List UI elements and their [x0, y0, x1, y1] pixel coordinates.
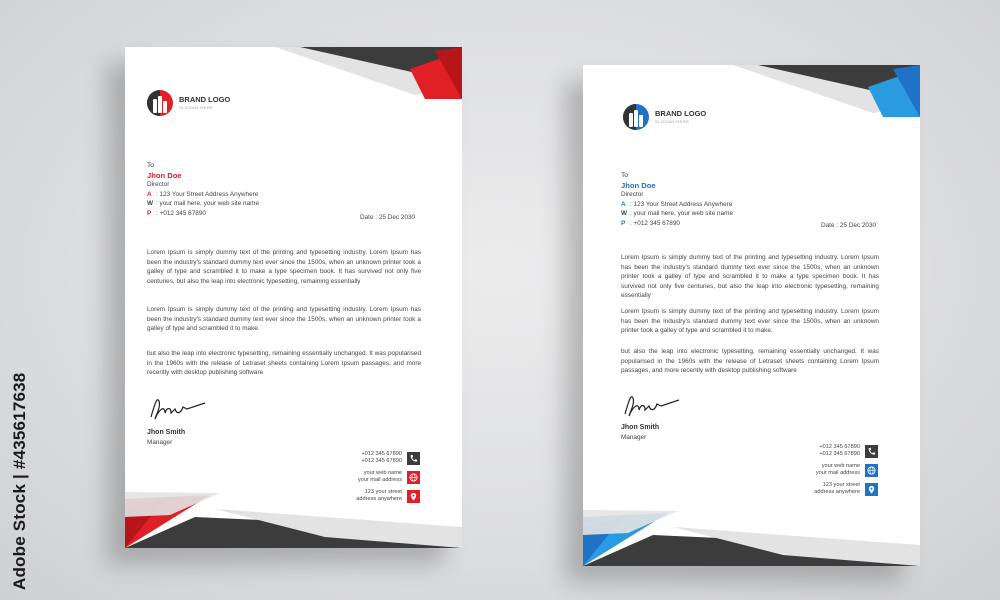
signer-name: Jhon Smith [147, 429, 186, 436]
address-row: A : 123 Your Street Address Anywhere [147, 190, 259, 198]
phone-row: P : +012 345 67890 [621, 219, 680, 227]
body-paragraph-1: Lorem Ipsum is simply dummy text of the printing and typesetting industry. Lorem Ipsum has been the industry's standard dummy text ever since the 1500s, when an unknown printer took a galley of type and scrambled it to make a type specimen book. It has survived not only five centuries, but also the leap into electronic typesetting, remaining essentially [621, 254, 879, 300]
web-row: W : your mail here, your web site name [147, 200, 260, 208]
footer-phone: +012 345 67890 +012 345 67890 [819, 444, 878, 458]
signer-block [147, 428, 185, 447]
to-label: To [147, 162, 154, 169]
letter-date: Date : 25 Dec 2030 [821, 222, 877, 229]
signature-icon [621, 392, 681, 420]
recipient-block [621, 171, 733, 229]
body-paragraph-3: but also the leap into electronic typesetting, remaining essentially unchanged. It was popularised in the 1960s with the release of Letraset sheets containing Lorem Ipsum passages, and more recently with desktop publishing software [147, 350, 421, 377]
letterhead-blue [583, 65, 920, 566]
recipient-position: Director [621, 191, 644, 199]
web-row: W : your mail here, your web site name [621, 210, 734, 218]
footer-address: 123 your street address anywhere [814, 482, 878, 496]
footer-phone: +012 345 67890 +012 345 67890 [361, 451, 420, 465]
location-pin-icon [865, 483, 878, 496]
recipient-position: Director [147, 181, 170, 189]
phone-row: P : +012 345 67890 [147, 209, 206, 217]
phone-icon [407, 452, 420, 465]
brand-name: BRAND LOGO [179, 94, 231, 104]
body-paragraph-2: Lorem Ipsum is simply dummy text of the printing and typesetting industry. Lorem Ipsum has been the industry's standard dummy text ever since the 1500s, when an unknown printer took a galley of type and scrambled it to make. [147, 306, 421, 333]
logo-mark-icon [147, 90, 173, 116]
globe-icon [407, 471, 420, 484]
footer-address: 123 your street address anywhere [356, 489, 420, 503]
body-paragraph-3: but also the leap into electronic typesetting, remaining essentially unchanged. It was popularised in the 1960s with the release of Letraset sheets containing Lorem Ipsum passages, and more recently with desktop publishing software [621, 348, 879, 375]
recipient-name: Jhon Doe [621, 180, 656, 190]
signer-title: Manager [147, 438, 173, 446]
letterhead-red [125, 47, 462, 548]
brand-name: BRAND LOGO [655, 108, 707, 118]
stock-id-text: Adobe Stock | #435617638 [10, 372, 29, 590]
stock-watermark [10, 350, 34, 590]
brand-slogan: SLOGAN HERE [179, 105, 214, 111]
footer-web: your web name your mail address [358, 470, 420, 484]
signer-name: Jhon Smith [621, 424, 660, 431]
body-paragraph-2: Lorem Ipsum is simply dummy text of the printing and typesetting industry. Lorem Ipsum has been the industry's standard dummy text ever since the 1500s, when an unknown printer took a galley of type and scrambled it to make. [621, 308, 879, 335]
letter-date: Date : 25 Dec 2030 [360, 214, 416, 221]
to-label: To [621, 172, 628, 179]
brand-logo [147, 90, 230, 116]
signer-block [621, 423, 659, 442]
phone-icon [865, 445, 878, 458]
location-pin-icon [407, 490, 420, 503]
signer-title: Manager [621, 433, 647, 441]
brand-slogan: SLOGAN HERE [655, 119, 690, 125]
footer-web: your web name your mail address [816, 463, 878, 477]
recipient-block [147, 161, 259, 219]
recipient-name: Jhon Doe [147, 170, 182, 180]
body-paragraph-1: Lorem Ipsum is simply dummy text of the printing and typesetting industry. Lorem Ipsum has been the industry's standard dummy text ever since the 1500s, when an unknown printer took a galley of type and scrambled it to make a type specimen book. It has survived not only five centuries, but also the leap into electronic typesetting, remaining essentially [147, 249, 421, 285]
brand-logo [623, 104, 706, 130]
address-row: A : 123 Your Street Address Anywhere [621, 200, 733, 208]
logo-mark-icon [623, 104, 649, 130]
globe-icon [865, 464, 878, 477]
signature-icon [147, 395, 207, 423]
